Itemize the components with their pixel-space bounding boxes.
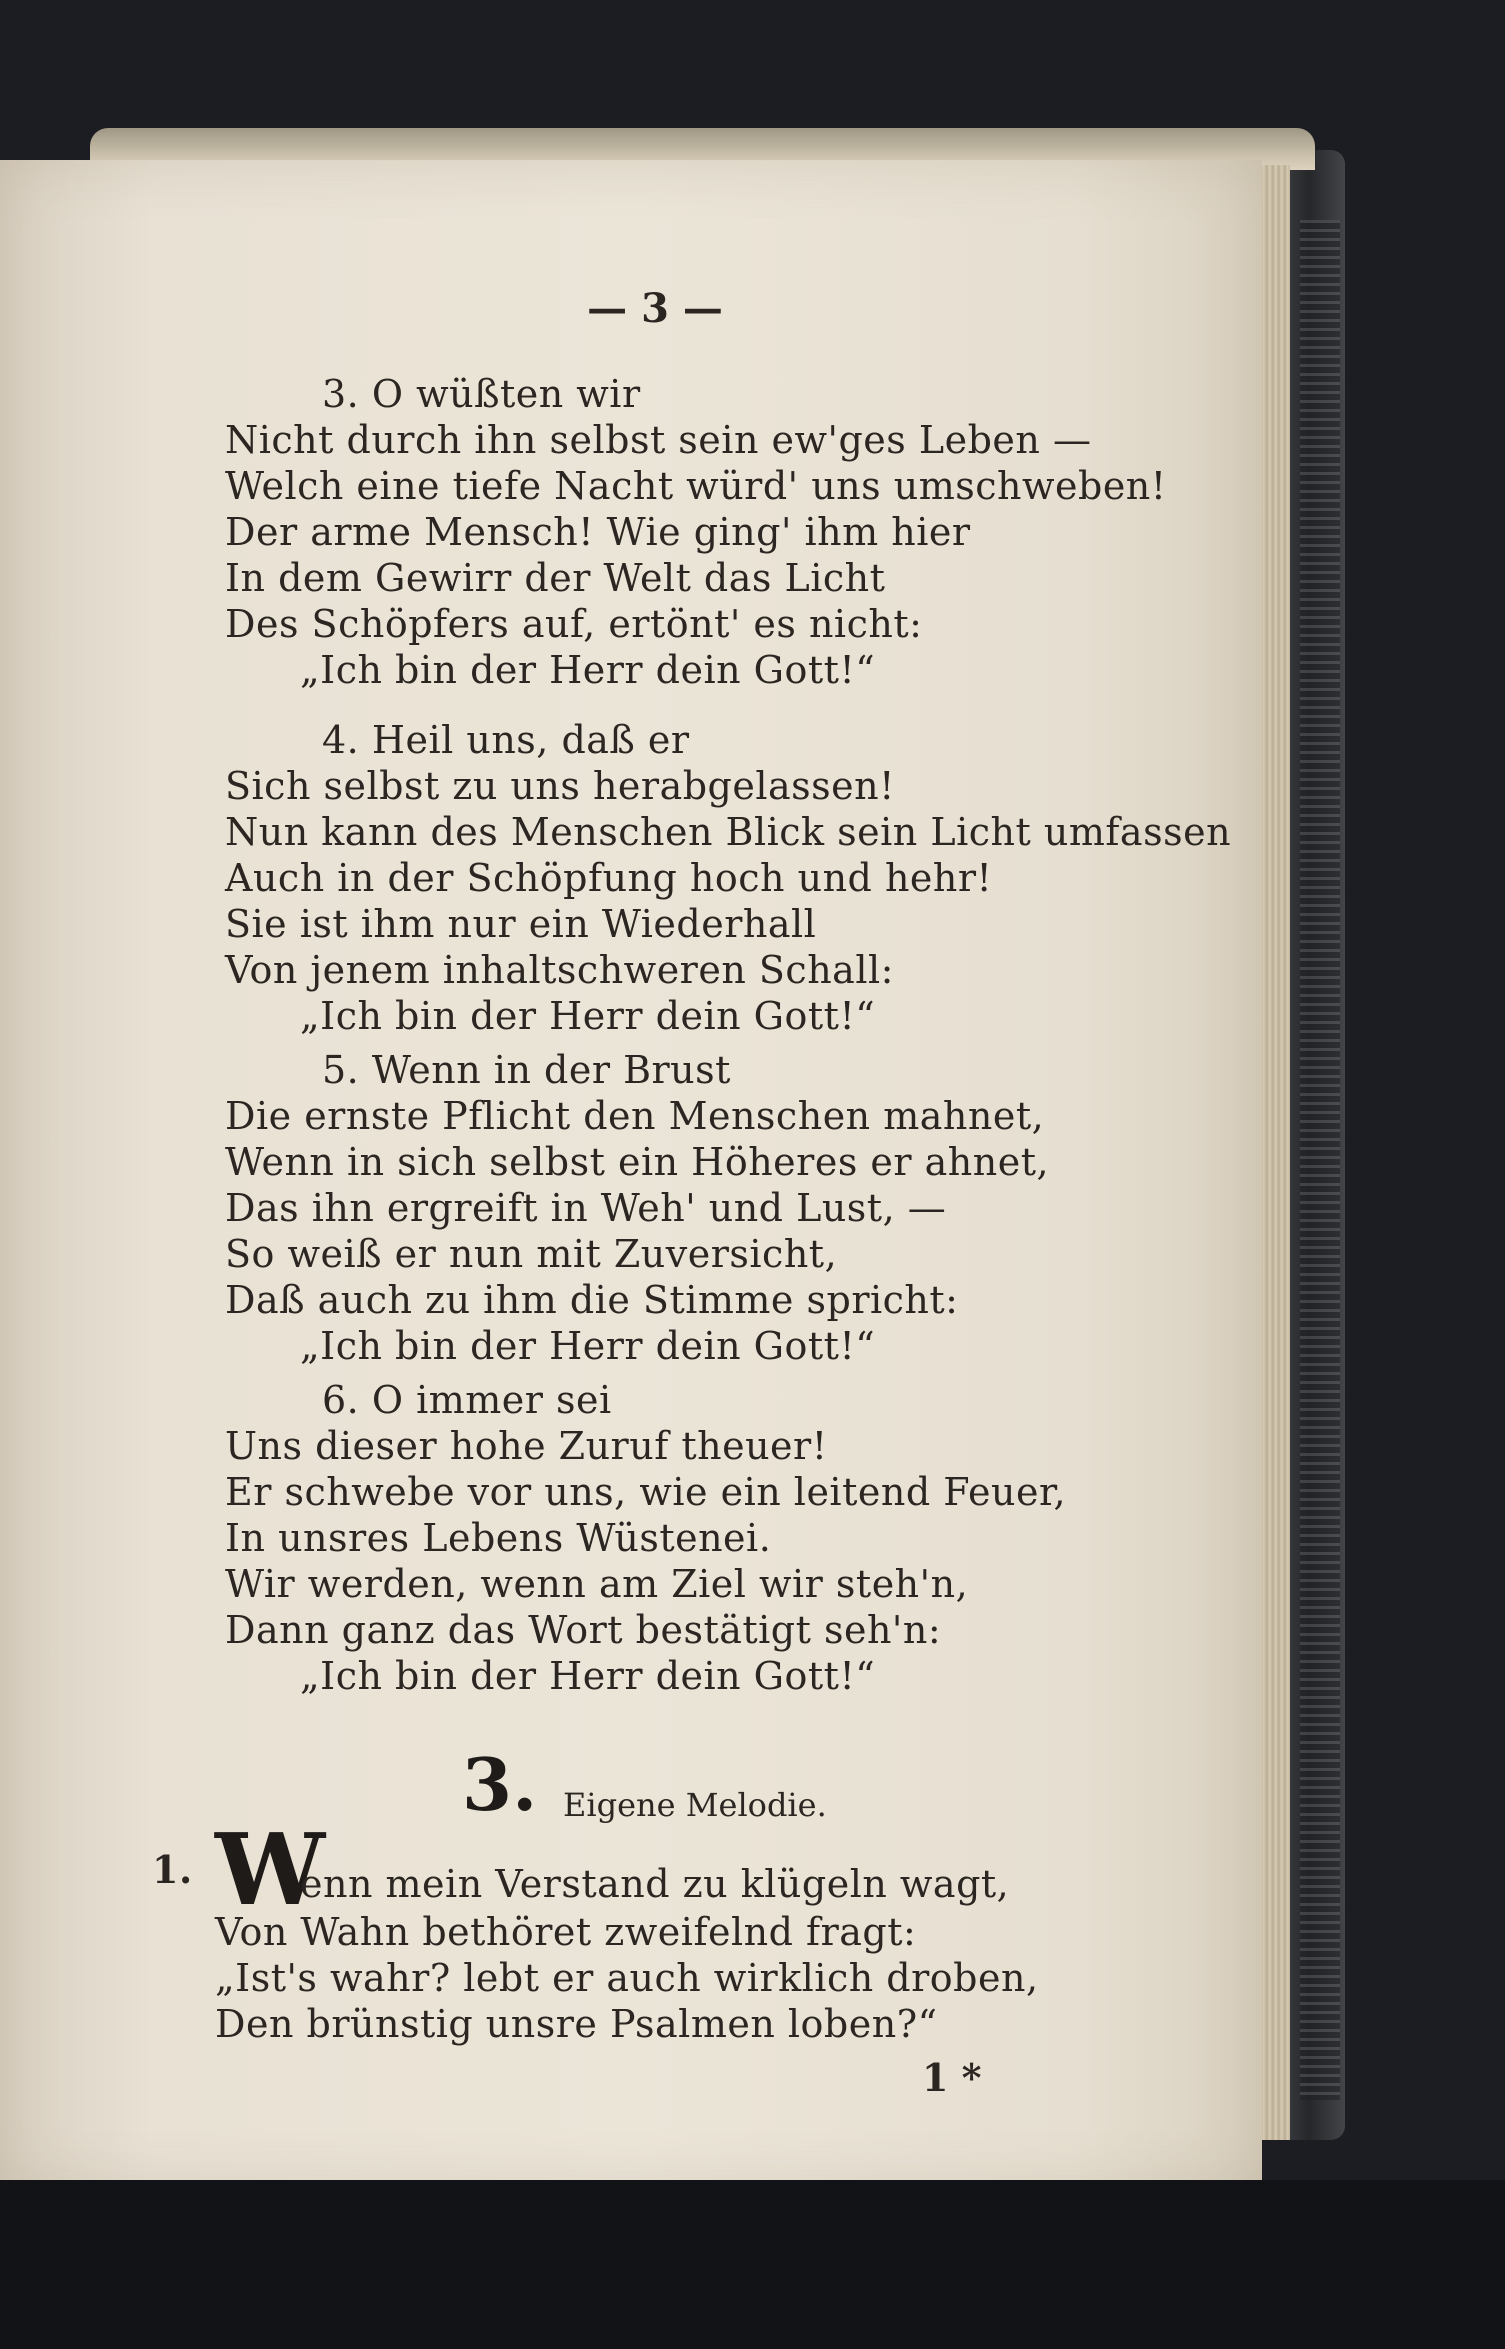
drop-cap: W — [215, 1813, 326, 1928]
verse-4-refrain: „Ich bin der Herr dein Gott!“ — [300, 994, 876, 1038]
signature-mark: 1 * — [922, 2055, 982, 2100]
verse-6-refrain: „Ich bin der Herr dein Gott!“ — [300, 1654, 876, 1698]
verse-5-line-3: Wenn in sich selbst ein Höheres er ahnet, — [225, 1140, 1050, 1184]
verse-3-line-1: 3. O wüßten wir — [322, 372, 641, 416]
hymn-number: 3. — [462, 1742, 538, 1827]
verse-6-line-1: 6. O immer sei — [322, 1378, 612, 1422]
hymn-line-1: enn mein Verstand zu klügeln wagt, — [300, 1862, 1010, 1906]
verse-6-line-6: Dann ganz das Wort bestätigt seh'n: — [225, 1608, 942, 1652]
hymn-line-2: Von Wahn bethöret zweifelnd fragt: — [215, 1910, 917, 1954]
verse-3-line-6: Des Schöpfers auf, ertönt' es nicht: — [225, 602, 923, 646]
verse-4-line-2: Sich selbst zu uns herabgelassen! — [225, 764, 895, 808]
hymn-melody: Eigene Melodie. — [563, 1786, 827, 1824]
verse-3-line-5: In dem Gewirr der Welt das Licht — [225, 556, 886, 600]
verse-4-line-6: Von jenem inhaltschweren Schall: — [225, 948, 894, 992]
verse-5-refrain: „Ich bin der Herr dein Gott!“ — [300, 1324, 876, 1368]
verse-4-line-5: Sie ist ihm nur ein Wiederhall — [225, 902, 817, 946]
verse-3-line-4: Der arme Mensch! Wie ging' ihm hier — [225, 510, 971, 554]
verse-6-line-3: Er schwebe vor uns, wie ein leitend Feuer, — [225, 1470, 1067, 1514]
hymn-line-4: Den brünstig unsre Psalmen loben?“ — [215, 2002, 938, 2046]
spine-texture — [1300, 220, 1340, 2100]
verse-4-line-4: Auch in der Schöpfung hoch und hehr! — [225, 856, 993, 900]
verse-5-line-6: Daß auch zu ihm die Stimme spricht: — [225, 1278, 959, 1322]
hymn-verse-number: 1. — [152, 1847, 193, 1892]
verse-4-line-3: Nun kann des Menschen Blick sein Licht umfassen — [225, 810, 1232, 854]
background-shadow — [0, 2180, 1505, 2349]
verse-3-line-3: Welch eine tiefe Nacht würd' uns umschweben! — [225, 464, 1167, 508]
hymn-line-3: „Ist's wahr? lebt er auch wirklich droben, — [215, 1956, 1039, 2000]
verse-6-line-4: In unsres Lebens Wüstenei. — [225, 1516, 772, 1560]
verse-3-refrain: „Ich bin der Herr dein Gott!“ — [300, 648, 876, 692]
verse-6-line-5: Wir werden, wenn am Ziel wir steh'n, — [225, 1562, 969, 1606]
verse-5-line-4: Das ihn ergreift in Weh' und Lust, — — [225, 1186, 947, 1230]
verse-5-line-2: Die ernste Pflicht den Menschen mahnet, — [225, 1094, 1045, 1138]
verse-5-line-5: So weiß er nun mit Zuversicht, — [225, 1232, 838, 1276]
verse-4-line-1: 4. Heil uns, daß er — [322, 718, 690, 762]
page-number: — 3 — — [587, 285, 723, 332]
verse-5-line-1: 5. Wenn in der Brust — [322, 1048, 731, 1092]
verse-3-line-2: Nicht durch ihn selbst sein ew'ges Leben — — [225, 418, 1092, 462]
verse-6-line-2: Uns dieser hohe Zuruf theuer! — [225, 1424, 828, 1468]
